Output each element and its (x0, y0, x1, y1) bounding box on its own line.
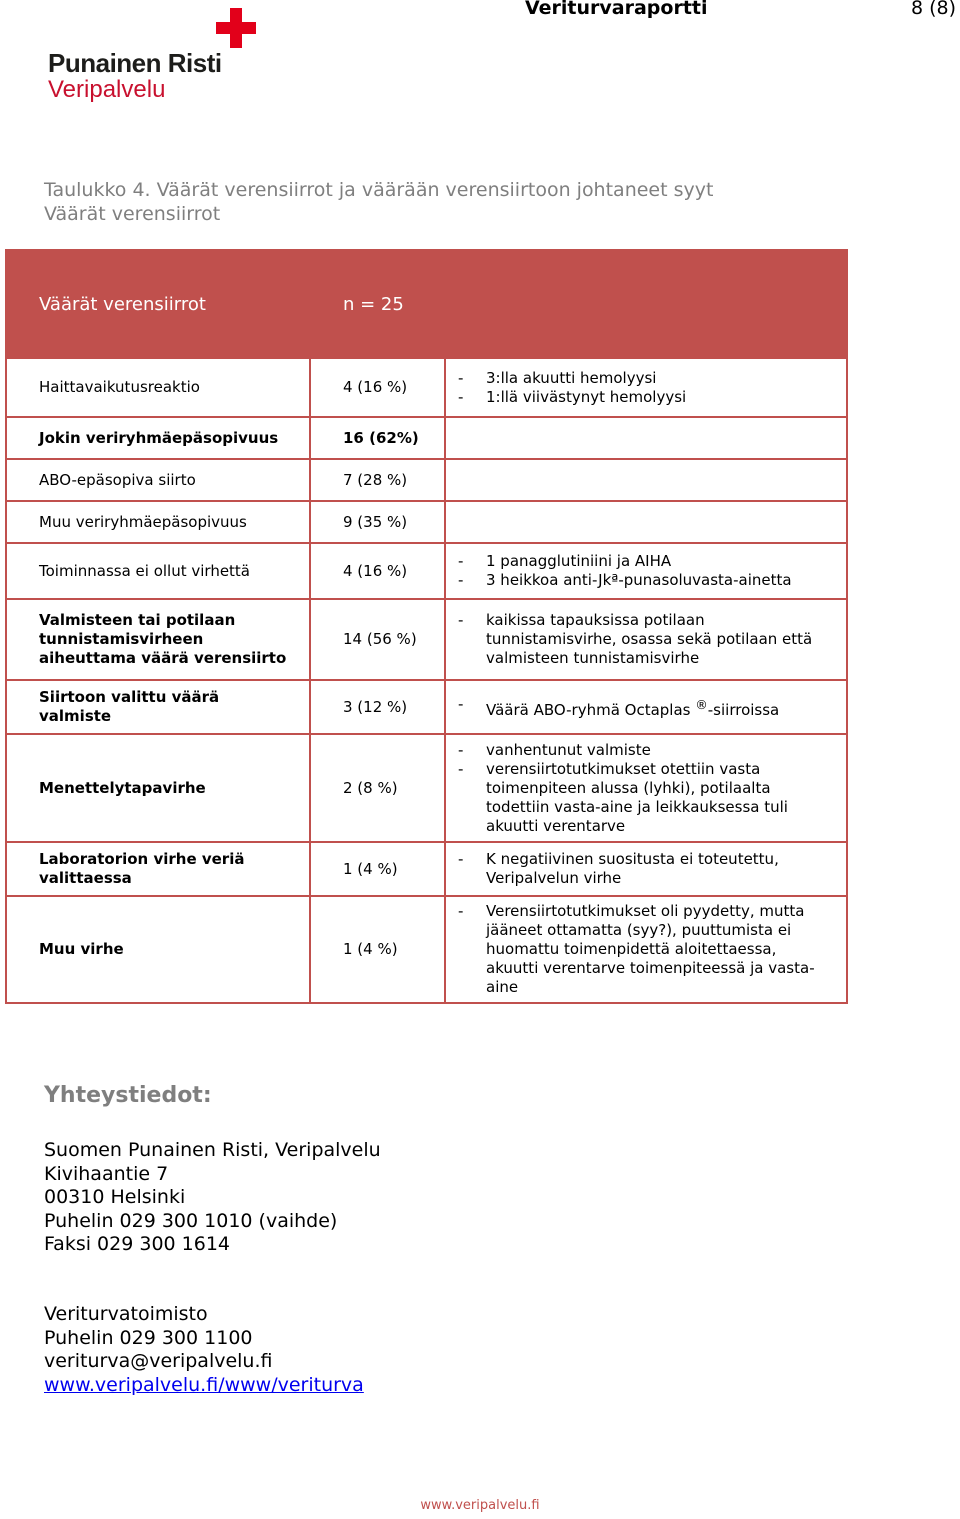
row-label: Muu veriryhmäepäsopivuus (6, 501, 310, 543)
veriturva-link[interactable]: www.veripalvelu.fi/www/veriturva (44, 1373, 364, 1396)
row-value: 4 (16 %) (310, 358, 445, 417)
row-value: 1 (4 %) (310, 842, 445, 896)
contact-address (44, 1139, 381, 1257)
row-value: 14 (56 %) (310, 599, 445, 680)
note-item: verensiirtotutkimukset otettiin vasta toimenpiteen alussa (lyhki), potilaalta todettiin vasta-aine ja leikkauksessa tuli akuutti verentarve (486, 759, 788, 835)
postal-address: 00310 Helsinki (44, 1186, 186, 1208)
row-notes: - Verensiirtotutkimukset oli pyydetty, mutta jääneet ottamatta (syy?), puuttumista ei huomattu toimenpidettä aloitettaessa, akuutti verentarve toimenpiteessä ja vasta-aine (445, 896, 847, 1003)
header-cell-notes (445, 250, 847, 358)
note-item: 1:llä viivästynyt hemolyysi (486, 387, 687, 406)
row-value: 9 (35 %) (310, 501, 445, 543)
row-notes (445, 417, 847, 459)
office-email: veriturva@veripalvelu.fi (44, 1350, 273, 1372)
row-label: Jokin veriryhmäepäsopivuus (6, 417, 310, 459)
note-item: 3:lla akuutti hemolyysi (486, 368, 657, 387)
note-item: vanhentunut valmiste (486, 740, 651, 759)
row-notes: - K negatiivinen suositusta ei toteutettu, Veripalvelun virhe (445, 842, 847, 896)
row-value: 4 (16 %) (310, 543, 445, 599)
row-label: Siirtoon valittu väärä valmiste (6, 680, 310, 734)
row-notes: - 3:lla akuutti hemolyysi - 1:llä viivästynyt hemolyysi (445, 358, 847, 417)
row-value: 16 (62%) (310, 417, 445, 459)
note-item: 1 panagglutiniini ja AIHA (486, 552, 672, 570)
logo-name: Punainen Risti (48, 48, 222, 78)
org-name: Suomen Punainen Risti, Veripalvelu (44, 1139, 381, 1161)
table-row (6, 358, 847, 417)
row-label: ABO-epäsopiva siirto (6, 459, 310, 501)
row-notes: - Väärä ABO-ryhmä Octaplas ®-siirroissa (445, 680, 847, 734)
street-address: Kivihaantie 7 (44, 1162, 169, 1185)
row-notes: - vanhentunut valmiste - verensiirtotutkimukset otettiin vasta toimenpiteen alussa (lyhki), potilaalta todettiin vasta-aine ja leikkauksessa tuli akuutti verentarve (445, 734, 847, 842)
footer-url: www.veripalvelu.fi (420, 1498, 540, 1513)
header-cell-category: Väärät verensiirrot (6, 250, 310, 358)
row-label: Valmisteen tai potilaan tunnistamisvirheen aiheuttama väärä verensiirto (6, 599, 310, 680)
row-value: 2 (8 %) (310, 734, 445, 842)
header-cell-count: n = 25 (310, 250, 445, 358)
row-label: Toiminnassa ei ollut virhettä (6, 543, 310, 599)
row-notes: - kaikissa tapauksissa potilaan tunnistamisvirhe, osassa sekä potilaan että valmisteen tunnistamisvirhe (445, 599, 847, 680)
contact-office (44, 1303, 364, 1397)
table-row (6, 680, 847, 734)
red-cross-logo (48, 8, 268, 108)
table-row (6, 417, 847, 459)
table-row (6, 599, 847, 680)
caption-line-1: Taulukko 4. Väärät verensiirrot ja väärään verensiirtoon johtaneet syyt (44, 179, 714, 201)
office-phone: Puhelin 029 300 1100 (44, 1326, 253, 1349)
table-header-row (6, 250, 847, 358)
row-label: Haittavaikutusreaktio (6, 358, 310, 417)
row-notes: - 1 panagglutiniini ja AIHA - 3 heikkoa anti-Jkª-punasoluvasta-ainetta (445, 543, 847, 599)
note-item: kaikissa tapauksissa potilaan tunnistamisvirhe, osassa sekä potilaan että valmisteen tunnistamisvirhe (486, 611, 813, 667)
table-row (6, 501, 847, 543)
table-row (6, 459, 847, 501)
table-row (6, 543, 847, 599)
phone-main: Puhelin 029 300 1010 (vaihde) (44, 1209, 338, 1232)
red-cross-icon (216, 8, 256, 48)
note-item: Väärä ABO-ryhmä Octaplas ®-siirroissa (486, 696, 780, 719)
table-row (6, 842, 847, 896)
office-name: Veriturvatoimisto (44, 1303, 208, 1325)
row-label: Laboratorion virhe veriä valittaessa (6, 842, 310, 896)
table-row (6, 896, 847, 1003)
table-caption (44, 178, 713, 226)
report-title: Veriturvaraportti (525, 0, 708, 19)
contact-heading: Yhteystiedot: (44, 1083, 212, 1108)
wrong-transfusions-table (5, 249, 848, 1004)
row-value: 1 (4 %) (310, 896, 445, 1003)
note-item: K negatiivinen suositusta ei toteutettu, Veripalvelun virhe (486, 850, 779, 887)
row-label: Muu virhe (6, 896, 310, 1003)
logo-subtitle: Veripalvelu (48, 76, 166, 103)
row-value: 7 (28 %) (310, 459, 445, 501)
row-label: Menettelytapavirhe (6, 734, 310, 842)
table-row (6, 734, 847, 842)
row-value: 3 (12 %) (310, 680, 445, 734)
row-notes (445, 459, 847, 501)
caption-line-2: Väärät verensiirrot (44, 203, 221, 225)
row-notes (445, 501, 847, 543)
note-item: 3 heikkoa anti-Jkª-punasoluvasta-ainetta (486, 571, 792, 589)
fax: Faksi 029 300 1614 (44, 1233, 231, 1255)
note-item: Verensiirtotutkimukset oli pyydetty, mutta jääneet ottamatta (syy?), puuttumista ei huomattu toimenpidettä aloitettaessa, akuutti verentarve toimenpiteessä ja vasta-aine (486, 902, 815, 996)
page-number: 8 (8) (910, 0, 956, 19)
